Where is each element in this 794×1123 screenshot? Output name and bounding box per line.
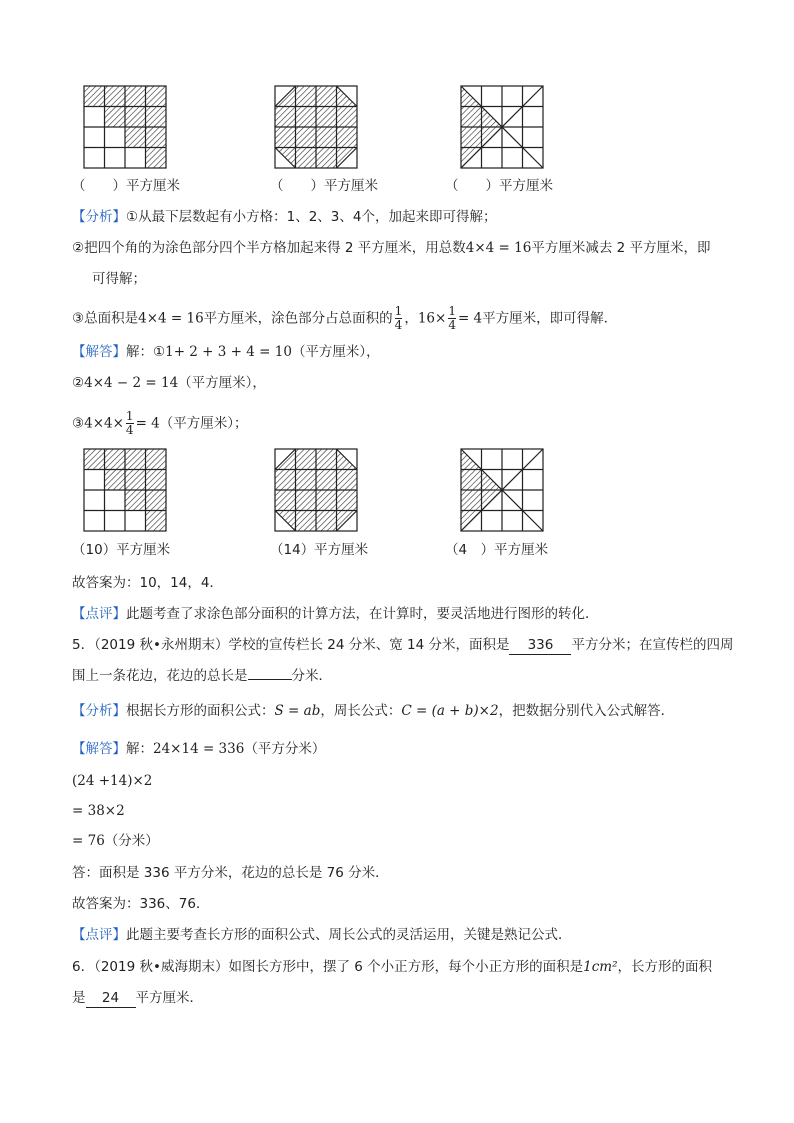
question-5-line-2: 围上一条花边，花边的总长是 分米． [72,668,332,684]
figure-octagon-grid-answer [275,449,357,531]
q5-analysis: 【分析】根据长方形的面积公式：S = ab，周长公式：C = (a + b)×2，把数据分别代入公式解答． [72,703,675,719]
q5-answer-line-1: 【解答】解：24×14 = 336（平方分米） [72,741,326,757]
analysis-line-4: ③总面积是4×4 = 16平方厘米，涂色部分占总面积的 $\frac{1}{4}$ ，16× $\frac{1}{4}$ = 4平方厘米，即可得解． [72,304,618,332]
answer-tag: 【解答】 [72,741,126,757]
answer-line-3: ③4×4× $\frac{1}{4}$ = 4（平方厘米）； [72,409,248,437]
comment-2: 【点评】此题主要考查长方形的面积公式、周长公式的灵活运用，关键是熟记公式． [72,927,572,943]
caption-top-3: （ ）平方厘米 [445,178,553,194]
q5-answer-line-4: = 76（分米） [72,833,159,849]
question-6-line-2: 是 24 平方厘米． [72,990,203,1006]
answer-tag: 【解答】 [72,344,126,360]
figure-octagon-grid [275,86,357,168]
analysis-tag: 【分析】 [72,209,126,225]
caption-top-2: （ ）平方厘米 [270,178,378,194]
fraction-quarter: $\frac{1}{4}$ [125,409,134,437]
fraction-quarter: $\frac{1}{4}$ [448,304,456,332]
caption-answer-value: 14 [283,542,301,558]
final-answer-2: 故答案为：336、76． [72,896,210,912]
figure-triangle-grid-answer [461,449,543,531]
answer-blank-rect-area: 24 [86,989,136,1008]
caption-answer-1: （10）平方厘米 [72,542,171,558]
q5-answer-line-2: (24 +14)×2 [72,773,153,789]
caption-answer-2: （14）平方厘米 [270,542,369,558]
analysis-tag: 【分析】 [72,703,126,719]
caption-answer-value: 10 [85,542,103,558]
fraction-quarter: $\frac{1}{4}$ [394,304,403,332]
analysis-line-2: ②把四个角的为涂色部分四个半方格加起来得 2 平方厘米，用总数4×4 = 16平方厘米减去 2 平方厘米，即 [72,240,711,256]
question-6-line-1: 6．（2019 秋•威海期末）如图长方形中，摆了 6 个小正方形，每个小正方形的面积是1cm²，长方形的面积 [72,959,712,975]
answer-line-1: 【解答】解：①1+ 2 + 3 + 4 = 10（平方厘米）， [72,344,380,360]
analysis-line-3: 可得解； [92,271,146,287]
comment-tag: 【点评】 [72,927,126,943]
answer-line-2: ②4×4 − 2 = 14（平方厘米）， [72,375,266,391]
final-answer-1: 故答案为：10，14，4． [72,575,223,591]
answer-blank-area: 336 [509,636,571,655]
caption-answer-3: （4 ）平方厘米 [445,542,549,558]
caption-top-1: （ ）平方厘米 [72,178,180,194]
question-5-line-1: 5．（2019 秋•永州期末）学校的宣传栏长 24 分米、宽 14 分米，面积是 336 平方分米；在宣传栏的四周 [72,637,734,653]
q5-answer-line-3: = 38×2 [72,803,125,819]
comment-tag: 【点评】 [72,606,126,622]
answer-blank-perimeter [248,679,292,680]
caption-answer-value: 4 [458,542,468,558]
figure-staircase-grid [84,86,166,168]
figure-triangle-grid [461,86,543,168]
q5-reply: 答：面积是 336 平方分米，花边的总长是 76 分米． [72,865,389,881]
figure-staircase-grid-answer [84,449,166,531]
analysis-line-1: 【分析】①从最下层数起有小方格：1、2、3、4个，加起来即可得解； [72,209,497,225]
comment-1: 【点评】此题考查了求涂色部分面积的计算方法，在计算时，要灵活地进行图形的转化． [72,606,599,622]
